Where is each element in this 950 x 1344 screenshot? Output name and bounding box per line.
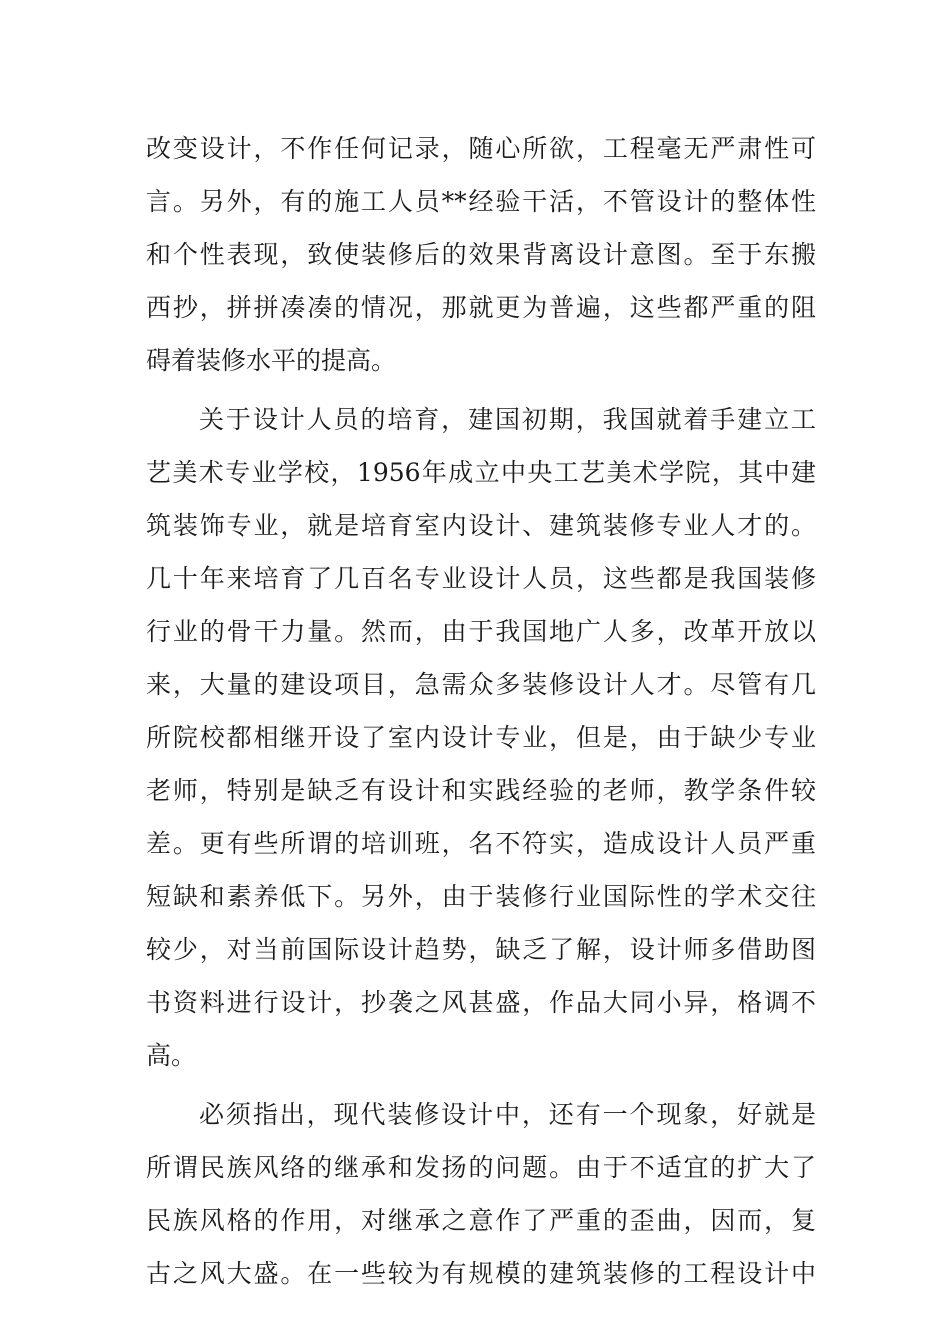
text-line: 言。另外，有的施工人员**经验干活，不管设计的整体性 — [146, 187, 816, 216]
text-line: 改变设计，不作任何记录，随心所欲，工程毫无严肃性可 — [146, 134, 816, 163]
text-line: 碍着装修水平的提高。 — [146, 346, 397, 375]
text-line: 所院校都相继开设了室内设计专业，但是，由于缺少专业 — [146, 723, 816, 752]
text-line: 几十年来培育了几百名专业设计人员，这些都是我国装修 — [146, 564, 816, 593]
text-line: 筑装饰专业，就是培育室内设计、建筑装修专业人才的。 — [146, 511, 816, 540]
text-line: 差。更有些所谓的培训班，名不符实，造成设计人员严重 — [146, 829, 816, 858]
text-line: 高。 — [146, 1041, 197, 1070]
text-line: 西抄，拼拼凑凑的情况，那就更为普遍，这些都严重的阻 — [146, 293, 816, 322]
text-line: 书资料进行设计，抄袭之风甚盛，作品大同小异，格调不 — [146, 988, 816, 1017]
text-line: 关于设计人员的培育，建国初期，我国就着手建立工 — [199, 405, 816, 434]
body-text — [146, 122, 816, 1300]
text-line: 民族风格的作用，对继承之意作了严重的歪曲，因而，复 — [146, 1206, 816, 1235]
text-line: 和个性表现，致使装修后的效果背离设计意图。至于东搬 — [146, 240, 816, 269]
text-line: 老师，特别是缺乏有设计和实践经验的老师，教学条件较 — [146, 776, 816, 805]
text-line: 短缺和素养低下。另外，由于装修行业国际性的学术交往 — [146, 882, 816, 911]
text-line: 较少，对当前国际设计趋势，缺乏了解，设计师多借助图 — [146, 935, 816, 964]
text-line: 所谓民族风络的继承和发扬的问题。由于不适宜的扩大了 — [146, 1153, 816, 1182]
text-line: 来，大量的建设项目，急需众多装修设计人才。尽管有几 — [146, 670, 816, 699]
text-line: 艺美术专业学校，1956年成立中央工艺美术学院，其中建 — [146, 458, 816, 487]
text-line: 行业的骨干力量。然而，由于我国地广人多，改革开放以 — [146, 617, 816, 646]
text-line: 古之风大盛。在一些较为有规模的建筑装修的工程设计中 — [146, 1259, 816, 1288]
text-line: 必须指出，现代装修设计中，还有一个现象，好就是 — [199, 1100, 816, 1129]
